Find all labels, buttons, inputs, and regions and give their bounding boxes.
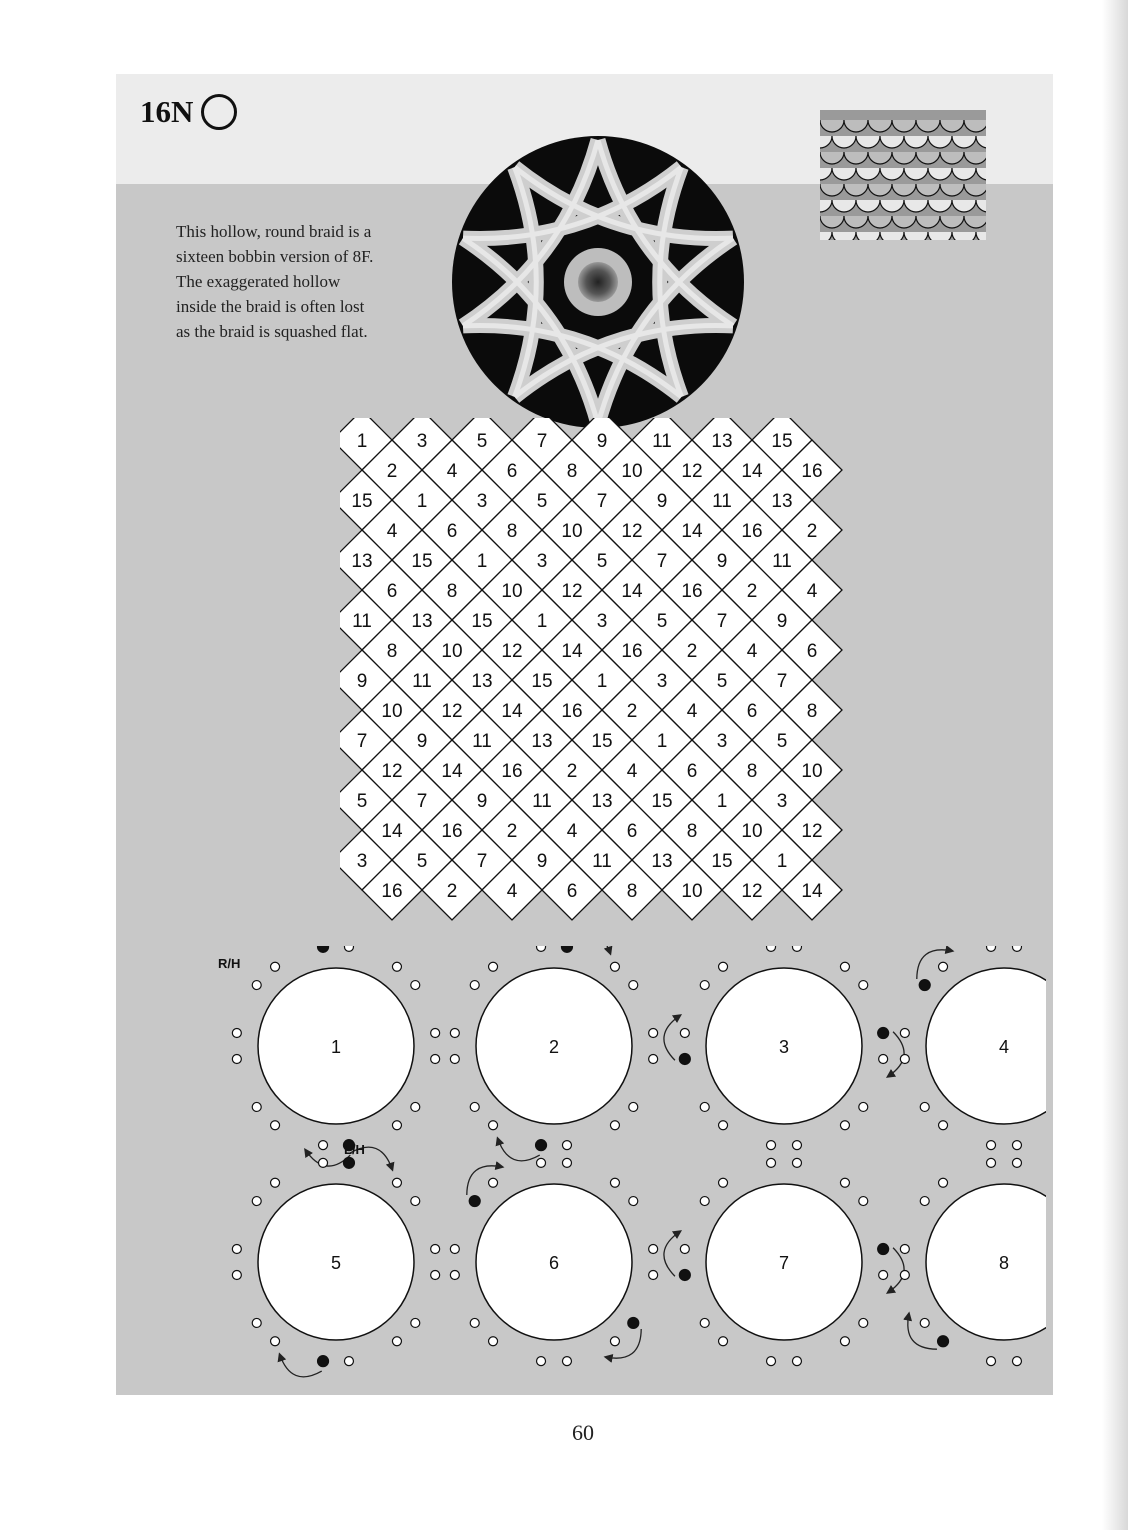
grid-cell-number: 15 xyxy=(411,551,433,572)
grid-cell-number: 15 xyxy=(351,491,373,512)
moving-bobbin xyxy=(469,1196,480,1207)
grid-cell-number: 3 xyxy=(656,671,668,692)
grid-cell-number: 5 xyxy=(536,491,548,512)
grid-cell-number: 10 xyxy=(801,761,823,782)
bobbin xyxy=(392,1337,401,1346)
bobbin-move-diagrams xyxy=(166,946,1046,1386)
bobbin xyxy=(431,1270,440,1279)
bobbin xyxy=(939,1121,948,1130)
grid-cell-number: 6 xyxy=(506,461,518,482)
grid-cell-number: 15 xyxy=(771,431,793,452)
bobbin xyxy=(489,1178,498,1187)
grid-cell-number: 7 xyxy=(596,491,608,512)
step-number: 7 xyxy=(778,1253,790,1273)
grid-cell-number: 14 xyxy=(801,881,823,902)
bobbin xyxy=(719,1178,728,1187)
grid-cell-number: 12 xyxy=(561,581,583,602)
bobbin xyxy=(792,1357,801,1366)
grid-cell-number: 9 xyxy=(536,851,548,872)
braid-title xyxy=(140,94,237,130)
grid-cell-number: 2 xyxy=(566,761,578,782)
grid-cell-number: 10 xyxy=(381,701,403,722)
intro-line: as the braid is squashed flat. xyxy=(176,322,368,341)
grid-cell-number: 13 xyxy=(411,611,433,632)
move-arrow-icon xyxy=(887,1032,904,1077)
bobbin xyxy=(411,1197,420,1206)
bobbin xyxy=(900,1270,909,1279)
grid-cell-number: 1 xyxy=(776,851,788,872)
grid-cell-number: 13 xyxy=(351,551,373,572)
grid-cell-number: 12 xyxy=(501,641,523,662)
bobbin xyxy=(319,1158,328,1167)
grid-cell-number: 11 xyxy=(352,611,372,632)
intro-line: sixteen bobbin version of 8F. xyxy=(176,247,374,266)
grid-cell-number: 10 xyxy=(741,821,763,842)
bobbin xyxy=(450,1029,459,1038)
grid-cell-number: 14 xyxy=(501,701,523,722)
bobbin xyxy=(987,1141,996,1150)
grid-cell-number: 11 xyxy=(412,671,432,692)
grid-cell-number: 1 xyxy=(536,611,548,632)
grid-cell-number: 5 xyxy=(776,731,788,752)
moving-bobbin xyxy=(318,946,329,952)
grid-cell-number: 7 xyxy=(656,551,668,572)
bobbin xyxy=(470,1318,479,1327)
grid-cell-number: 13 xyxy=(591,791,613,812)
grid-cell-number: 3 xyxy=(716,731,728,752)
bobbin xyxy=(680,1245,689,1254)
step-number: 2 xyxy=(548,1037,560,1057)
grid-cell-number: 5 xyxy=(476,431,488,452)
grid-cell-number: 8 xyxy=(626,881,638,902)
bobbin xyxy=(987,1357,996,1366)
grid-cell-number: 7 xyxy=(356,731,368,752)
grid-cell-number: 16 xyxy=(801,461,823,482)
bobbin xyxy=(470,981,479,990)
grid-cell-number: 16 xyxy=(561,701,583,722)
bobbin xyxy=(489,1121,498,1130)
bobbin xyxy=(987,1158,996,1167)
bobbin xyxy=(411,1318,420,1327)
grid-cell-number: 9 xyxy=(656,491,668,512)
grid-cell-number: 11 xyxy=(592,851,612,872)
bobbin xyxy=(840,1121,849,1130)
bobbin xyxy=(562,1357,571,1366)
page-edge-shadow xyxy=(1102,0,1128,1530)
left-hand-label: L/H xyxy=(344,1142,365,1157)
grid-cell-number: 13 xyxy=(711,431,733,452)
bobbin xyxy=(252,1197,261,1206)
grid-cell-number: 7 xyxy=(476,851,488,872)
grid-cell-number: 14 xyxy=(681,521,703,542)
bobbin xyxy=(649,1054,658,1063)
grid-cell-number: 12 xyxy=(741,881,763,902)
bobbin xyxy=(232,1054,241,1063)
bobbin xyxy=(450,1245,459,1254)
grid-cell-number: 3 xyxy=(416,431,428,452)
bobbin xyxy=(767,946,776,951)
moving-bobbin xyxy=(679,1053,690,1064)
grid-cell-number: 9 xyxy=(776,611,788,632)
step-number: 3 xyxy=(778,1037,790,1057)
grid-cell-number: 9 xyxy=(716,551,728,572)
scale-pattern-icon xyxy=(820,110,986,240)
bobbin xyxy=(1012,1357,1021,1366)
grid-cell-number: 13 xyxy=(771,491,793,512)
grid-cell-number: 6 xyxy=(446,521,458,542)
grid-cell-number: 5 xyxy=(656,611,668,632)
grid-cell-number: 14 xyxy=(441,761,463,782)
grid-cell-number: 16 xyxy=(441,821,463,842)
braid-code: 16N xyxy=(140,94,194,129)
moving-bobbin xyxy=(628,1317,639,1328)
bobbin xyxy=(252,1102,261,1111)
bobbin xyxy=(900,1029,909,1038)
bobbin xyxy=(344,946,353,951)
content-panel xyxy=(116,74,1053,1395)
right-hand-label: R/H xyxy=(218,956,241,971)
grid-cell-number: 13 xyxy=(531,731,553,752)
grid-cell-number: 8 xyxy=(746,761,758,782)
move-arrow-icon xyxy=(498,1138,540,1161)
bobbin xyxy=(537,946,546,951)
step-number: 4 xyxy=(998,1037,1010,1057)
bobbin xyxy=(610,1121,619,1130)
bobbin xyxy=(987,946,996,951)
moving-bobbin xyxy=(318,1356,329,1367)
bobbin xyxy=(879,1270,888,1279)
grid-cell-number: 8 xyxy=(506,521,518,542)
grid-cell-number: 10 xyxy=(561,521,583,542)
grid-cell-number: 2 xyxy=(686,641,698,662)
circle-icon xyxy=(201,94,237,130)
intro-line: inside the braid is often lost xyxy=(176,297,365,316)
bobbin xyxy=(859,1197,868,1206)
move-arrow-icon xyxy=(280,1354,322,1377)
grid-cell-number: 4 xyxy=(626,761,638,782)
step-number: 5 xyxy=(330,1253,342,1273)
grid-cell-number: 3 xyxy=(356,851,368,872)
grid-cell-number: 4 xyxy=(806,581,818,602)
bobbin xyxy=(252,1318,261,1327)
bobbin xyxy=(859,1318,868,1327)
bobbin xyxy=(700,981,709,990)
bobbin xyxy=(900,1245,909,1254)
grid-cell-number: 4 xyxy=(566,821,578,842)
grid-cell-number: 15 xyxy=(471,611,493,632)
bobbin xyxy=(271,1337,280,1346)
grid-cell-number: 16 xyxy=(621,641,643,662)
braiding-disk xyxy=(926,968,1046,1124)
grid-cell-number: 10 xyxy=(681,881,703,902)
grid-cell-number: 4 xyxy=(446,461,458,482)
grid-cell-number: 3 xyxy=(476,491,488,512)
bobbin xyxy=(767,1141,776,1150)
moving-bobbin xyxy=(536,1140,547,1151)
bobbin xyxy=(792,1158,801,1167)
bobbin xyxy=(700,1102,709,1111)
bobbin xyxy=(232,1029,241,1038)
bobbin xyxy=(792,1141,801,1150)
bobbin xyxy=(859,981,868,990)
bobbin xyxy=(411,1102,420,1111)
grid-cell-number: 4 xyxy=(506,881,518,902)
grid-cell-number: 16 xyxy=(501,761,523,782)
grid-cell-number: 14 xyxy=(381,821,403,842)
grid-cell-number: 2 xyxy=(626,701,638,722)
moving-bobbin xyxy=(343,1157,354,1168)
grid-cell-number: 16 xyxy=(741,521,763,542)
move-arrow-icon xyxy=(887,1248,904,1293)
grid-cell-number: 15 xyxy=(531,671,553,692)
grid-cell-number: 11 xyxy=(772,551,792,572)
intro-text xyxy=(176,219,456,344)
bobbin xyxy=(610,1178,619,1187)
grid-cell-number: 6 xyxy=(626,821,638,842)
bobbin xyxy=(610,962,619,971)
grid-cell-number: 4 xyxy=(746,641,758,662)
bobbin xyxy=(840,962,849,971)
grid-cell-number: 5 xyxy=(596,551,608,572)
bobbin xyxy=(767,1158,776,1167)
bobbin xyxy=(489,962,498,971)
bobbin xyxy=(431,1029,440,1038)
grid-cell-number: 12 xyxy=(381,761,403,782)
grid-cell-number: 11 xyxy=(472,731,492,752)
bobbin xyxy=(392,962,401,971)
bobbin xyxy=(271,962,280,971)
grid-cell-number: 2 xyxy=(386,461,398,482)
bobbin xyxy=(562,1141,571,1150)
bobbin xyxy=(859,1102,868,1111)
grid-cell-number: 2 xyxy=(446,881,458,902)
bobbin xyxy=(1012,1158,1021,1167)
grid-cell-number: 2 xyxy=(746,581,758,602)
moving-bobbin xyxy=(878,1244,889,1255)
grid-cell-number: 15 xyxy=(591,731,613,752)
bobbin xyxy=(879,1054,888,1063)
grid-cell-number: 9 xyxy=(356,671,368,692)
bobbin xyxy=(537,1357,546,1366)
grid-cell-number: 6 xyxy=(746,701,758,722)
grid-cell-number: 11 xyxy=(532,791,552,812)
grid-cell-number: 12 xyxy=(681,461,703,482)
grid-cell-number: 3 xyxy=(776,791,788,812)
grid-cell-number: 2 xyxy=(806,521,818,542)
bobbin xyxy=(319,1141,328,1150)
bobbin xyxy=(629,1197,638,1206)
bobbin xyxy=(680,1029,689,1038)
grid-cell-number: 9 xyxy=(596,431,608,452)
grid-cell-number: 1 xyxy=(656,731,668,752)
moving-bobbin xyxy=(878,1028,889,1039)
grid-cell-number: 8 xyxy=(386,641,398,662)
grid-cell-number: 9 xyxy=(416,731,428,752)
bobbin xyxy=(939,1178,948,1187)
bobbin xyxy=(537,1158,546,1167)
bobbin xyxy=(271,1178,280,1187)
bobbin xyxy=(562,1158,571,1167)
grid-cell-number: 11 xyxy=(712,491,732,512)
grid-cell-number: 13 xyxy=(651,851,673,872)
bobbin xyxy=(450,1054,459,1063)
grid-cell-number: 5 xyxy=(416,851,428,872)
move-arrow-icon xyxy=(664,1231,681,1276)
grid-cell-number: 10 xyxy=(621,461,643,482)
bobbin xyxy=(920,1102,929,1111)
bobbin xyxy=(629,981,638,990)
bobbin xyxy=(792,946,801,951)
grid-cell-number: 7 xyxy=(536,431,548,452)
bobbin xyxy=(700,1197,709,1206)
grid-cell-number: 7 xyxy=(776,671,788,692)
bobbin xyxy=(431,1245,440,1254)
bobbin xyxy=(232,1270,241,1279)
step-number: 8 xyxy=(998,1253,1010,1273)
bobbin-number-grid xyxy=(340,418,860,938)
grid-cell-number: 10 xyxy=(441,641,463,662)
bobbin xyxy=(392,1121,401,1130)
move-arrow-icon xyxy=(664,1015,681,1060)
grid-cell-number: 14 xyxy=(741,461,763,482)
bobbin xyxy=(700,1318,709,1327)
grid-cell-number: 9 xyxy=(476,791,488,812)
intro-line: This hollow, round braid is a xyxy=(176,222,372,241)
grid-cell-number: 13 xyxy=(471,671,493,692)
grid-cell-number: 8 xyxy=(806,701,818,722)
grid-cell-number: 8 xyxy=(686,821,698,842)
bobbin xyxy=(920,1318,929,1327)
grid-cell-number: 16 xyxy=(681,581,703,602)
grid-cell-number: 4 xyxy=(386,521,398,542)
bobbin xyxy=(920,1197,929,1206)
step-number: 6 xyxy=(548,1253,560,1273)
bobbin xyxy=(344,1357,353,1366)
step-number: 1 xyxy=(330,1037,342,1057)
bobbin xyxy=(470,1102,479,1111)
bobbin xyxy=(271,1121,280,1130)
bobbin xyxy=(719,1337,728,1346)
grid-cell-number: 6 xyxy=(806,641,818,662)
bobbin xyxy=(450,1270,459,1279)
grid-cell-number: 15 xyxy=(711,851,733,872)
grid-cell-number: 3 xyxy=(536,551,548,572)
moving-bobbin xyxy=(938,1336,949,1347)
bobbin xyxy=(232,1245,241,1254)
grid-cell-number: 12 xyxy=(621,521,643,542)
grid-cell-number: 8 xyxy=(446,581,458,602)
bobbin xyxy=(649,1029,658,1038)
bobbin xyxy=(1012,946,1021,951)
grid-cell-number: 6 xyxy=(686,761,698,782)
grid-cell-number: 14 xyxy=(561,641,583,662)
bobbin xyxy=(610,1337,619,1346)
bobbin xyxy=(719,962,728,971)
grid-cell-number: 1 xyxy=(356,431,368,452)
bobbin xyxy=(489,1337,498,1346)
grid-cell-number: 1 xyxy=(596,671,608,692)
intro-line: The exaggerated hollow xyxy=(176,272,341,291)
braid-cross-section-photo xyxy=(450,124,746,434)
grid-cell-number: 11 xyxy=(652,431,672,452)
grid-cell-number: 10 xyxy=(501,581,523,602)
moving-bobbin xyxy=(561,946,572,952)
grid-cell-number: 2 xyxy=(506,821,518,842)
grid-cell-number: 1 xyxy=(476,551,488,572)
moving-bobbin xyxy=(919,980,930,991)
bobbin xyxy=(939,962,948,971)
moving-bobbin xyxy=(679,1269,690,1280)
grid-cell-number: 5 xyxy=(716,671,728,692)
bobbin xyxy=(840,1337,849,1346)
page-number: 60 xyxy=(572,1420,594,1445)
bobbin xyxy=(719,1121,728,1130)
grid-cell-number: 7 xyxy=(716,611,728,632)
bobbin xyxy=(392,1178,401,1187)
bobbin xyxy=(649,1270,658,1279)
grid-cell-number: 12 xyxy=(441,701,463,722)
grid-cell-number: 6 xyxy=(386,581,398,602)
bobbin xyxy=(767,1357,776,1366)
grid-cell-number: 5 xyxy=(356,791,368,812)
bobbin xyxy=(252,981,261,990)
grid-cell-number: 1 xyxy=(716,791,728,812)
grid-cell-number: 12 xyxy=(801,821,823,842)
bobbin xyxy=(629,1102,638,1111)
grid-cell-number: 14 xyxy=(621,581,643,602)
grid-cell-number: 16 xyxy=(381,881,403,902)
grid-cell-number: 6 xyxy=(566,881,578,902)
grid-cell-number: 4 xyxy=(686,701,698,722)
bobbin xyxy=(840,1178,849,1187)
grid-cell-number: 7 xyxy=(416,791,428,812)
grid-cell-number: 3 xyxy=(596,611,608,632)
bobbin xyxy=(411,981,420,990)
bobbin xyxy=(431,1054,440,1063)
bobbin xyxy=(649,1245,658,1254)
grid-cell-number: 15 xyxy=(651,791,673,812)
move-arrow-icon xyxy=(568,946,610,954)
grid-cell-number: 1 xyxy=(416,491,428,512)
bobbin xyxy=(1012,1141,1021,1150)
bobbin xyxy=(900,1054,909,1063)
braiding-disk xyxy=(926,1184,1046,1340)
grid-cell-number: 8 xyxy=(566,461,578,482)
